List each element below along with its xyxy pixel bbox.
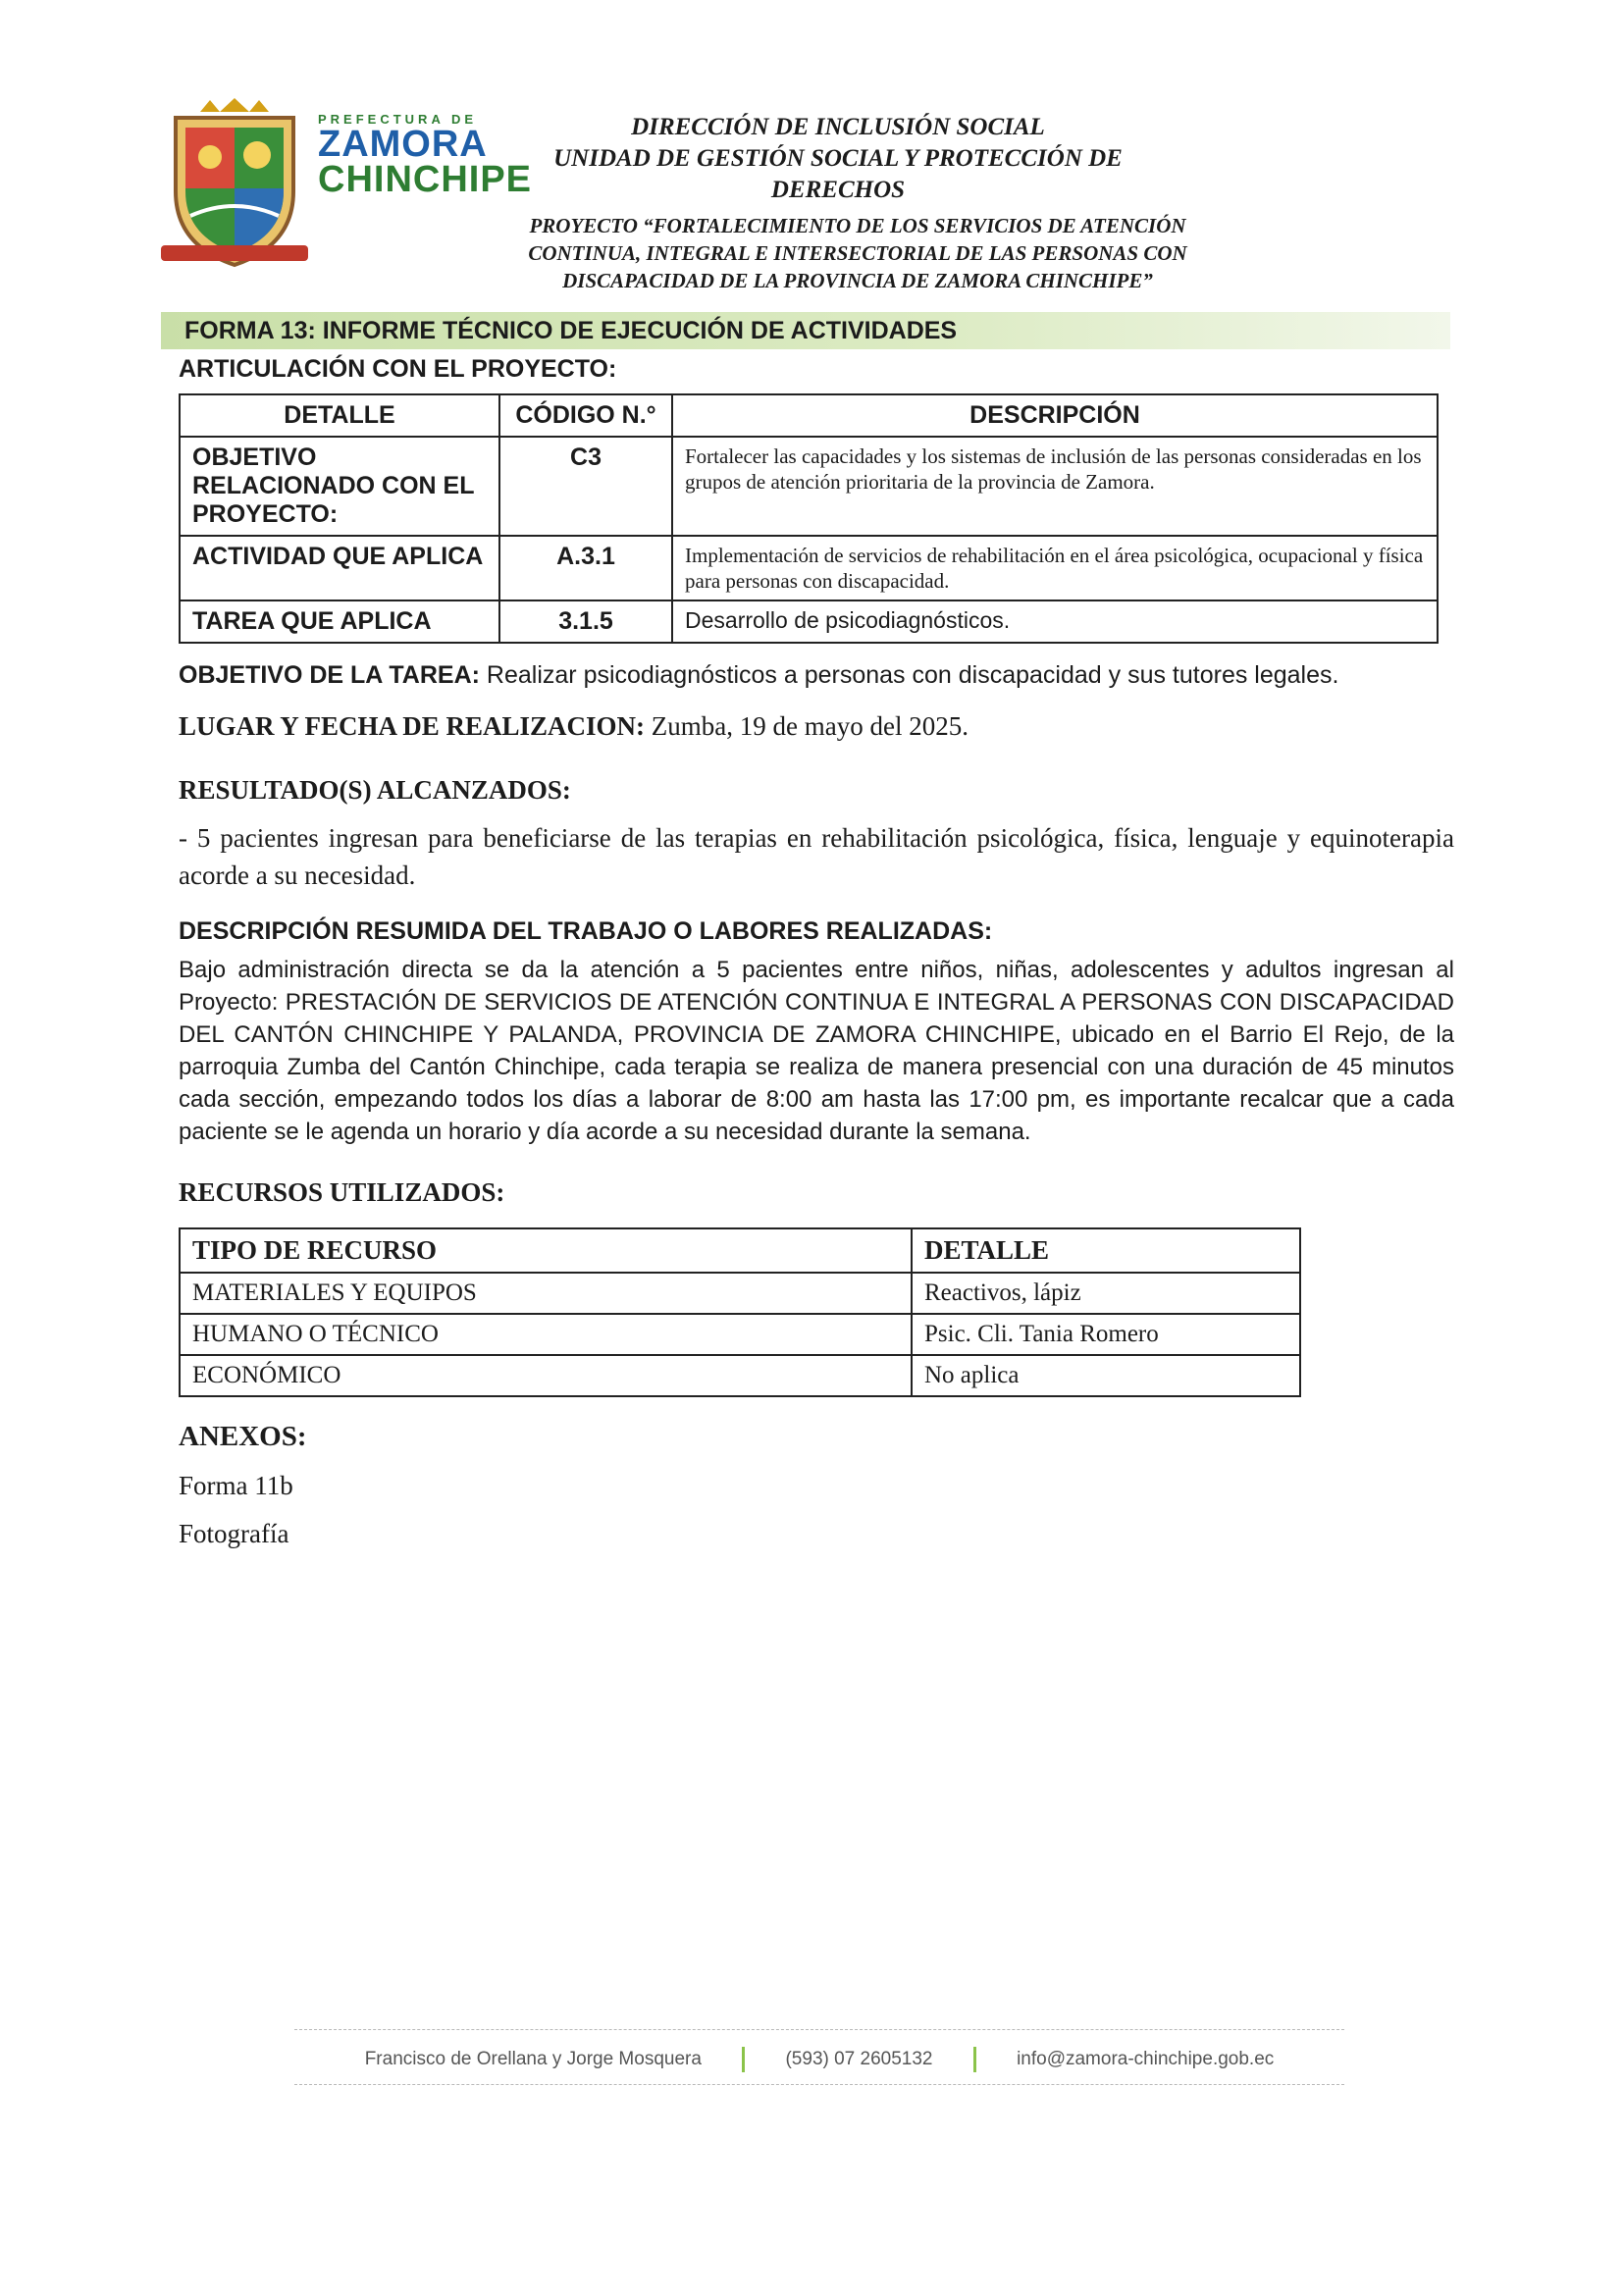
header <box>161 98 1466 304</box>
row-description: Desarrollo de psicodiagnósticos. <box>672 600 1438 643</box>
resources-heading: RECURSOS UTILIZADOS: <box>179 1177 505 1207</box>
resource-type: MATERIALES Y EQUIPOS <box>180 1273 912 1314</box>
row-detail: ACTIVIDAD QUE APLICA <box>180 536 499 600</box>
description-text: Bajo administración directa se da la atención a 5 pacientes entre niños, niñas, adolescentes y adultos ingresan al Proyecto: PRESTACIÓN DE SERVICIOS DE ATENCIÓN CONTINUA E INTEGRAL A PERSONAS CON DISCAPACIDAD DEL CANTÓN CHINCHIPE Y PALANDA, PROVINCIA DE ZAMORA CHINCHIPE, ubicado en el Barrio El Rejo, de la parroquia Zumba del Cantón Chinchipe, cada terapia se realiza de manera presencial con una duración de 45 minutos cada sección, empezando todos los días a laborar de 8:00 am hasta las 17:00 pm, es importante recalcar que a cada paciente se le agenda un horario y día acorde a su necesidad durante la semana. <box>179 957 1454 1145</box>
task-objective-text: Realizar psicodiagnósticos a personas con discapacidad y sus tutores legales. <box>486 661 1339 689</box>
provincial-crest-logo <box>161 98 308 270</box>
row-description: Implementación de servicios de rehabilitación en el área psicológica, ocupacional y física para personas con discapacidad. <box>672 536 1438 600</box>
department-line-1: DIRECCIÓN DE INCLUSIÓN SOCIAL <box>631 114 1045 140</box>
footer-divider-bottom <box>294 2084 1344 2085</box>
articulation-heading: ARTICULACIÓN CON EL PROYECTO: <box>179 355 617 383</box>
place-and-date-label: LUGAR Y FECHA DE REALIZACION: <box>179 711 646 741</box>
results-heading: RESULTADO(S) ALCANZADOS: <box>179 775 571 805</box>
table-row <box>180 1273 1300 1314</box>
resource-type: HUMANO O TÉCNICO <box>180 1314 912 1355</box>
row-description: Fortalecer las capacidades y los sistemas de inclusión de las personas consideradas en los grupos de atención prioritaria de la provincia de Zamora. <box>672 437 1438 536</box>
resource-detail: Reactivos, lápiz <box>912 1273 1300 1314</box>
footer <box>294 2047 1344 2072</box>
resources-header-row <box>180 1228 1300 1273</box>
footer-email[interactable]: info@zamora-chinchipe.gob.ec <box>1017 2049 1275 2070</box>
footer-separator <box>742 2047 745 2072</box>
place-and-date-text: Zumba, 19 de mayo del 2025. <box>651 711 969 741</box>
resource-type: ECONÓMICO <box>180 1355 912 1396</box>
resource-detail: No aplica <box>912 1355 1300 1396</box>
brand-prefix: PREFECTURA DE <box>318 112 478 127</box>
annexes-heading: ANEXOS: <box>179 1421 307 1452</box>
articulation-header-row <box>180 394 1438 437</box>
footer-divider-top <box>294 2029 1344 2030</box>
department-heading <box>485 112 1191 206</box>
table-row <box>180 1355 1300 1396</box>
resource-detail: Psic. Cli. Tania Romero <box>912 1314 1300 1355</box>
project-title: PROYECTO “FORTALECIMIENTO DE LOS SERVICIOS DE ATENCIÓN CONTINUA, INTEGRAL E INTERSECTORIAL DE LAS PERSONAS CON DISCAPACIDAD DE LA PROVINCIA DE ZAMORA CHINCHIPE” <box>528 214 1187 292</box>
footer-address: Francisco de Orellana y Jorge Mosquera <box>364 2049 702 2070</box>
results-text: - 5 pacientes ingresan para beneficiarse de las terapias en rehabilitación psicológica, física, lenguaje y equinoterapia acorde a su necesidad. <box>179 823 1454 890</box>
row-detail: TAREA QUE APLICA <box>180 600 499 643</box>
articulation-table <box>179 393 1439 644</box>
description-heading: DESCRIPCIÓN RESUMIDA DEL TRABAJO O LABORES REALIZADAS: <box>179 917 993 945</box>
column-header: CÓDIGO N.° <box>499 394 672 437</box>
footer-separator <box>973 2047 976 2072</box>
brand-line-zamora: ZAMORA <box>318 124 488 165</box>
resources-table <box>179 1227 1301 1397</box>
row-code: A.3.1 <box>499 536 672 600</box>
column-header: DESCRIPCIÓN <box>672 394 1438 437</box>
table-row <box>180 1314 1300 1355</box>
column-header: DETALLE <box>912 1228 1300 1273</box>
column-header: TIPO DE RECURSO <box>180 1228 912 1273</box>
task-objective-label: OBJETIVO DE LA TAREA: <box>179 661 480 689</box>
brand-line-chinchipe: CHINCHIPE <box>318 159 533 200</box>
row-detail: OBJETIVO RELACIONADO CON EL PROYECTO: <box>180 437 499 536</box>
report-body <box>179 355 1454 1549</box>
table-row <box>180 536 1438 600</box>
table-row <box>180 437 1438 536</box>
department-line-2: UNIDAD DE GESTIÓN SOCIAL Y PROTECCIÓN DE DERECHOS <box>553 145 1123 203</box>
annex-item: Forma 11b <box>179 1471 293 1500</box>
table-row <box>180 600 1438 643</box>
column-header: DETALLE <box>180 394 499 437</box>
task-objective <box>179 661 1454 690</box>
annex-item: Fotografía <box>179 1519 289 1548</box>
place-and-date <box>179 711 1454 742</box>
row-code: 3.1.5 <box>499 600 672 643</box>
footer-phone: (593) 07 2605132 <box>785 2049 933 2070</box>
row-code: C3 <box>499 437 672 536</box>
form-title-bar: FORMA 13: INFORME TÉCNICO DE EJECUCIÓN DE ACTIVIDADES <box>161 312 1450 349</box>
